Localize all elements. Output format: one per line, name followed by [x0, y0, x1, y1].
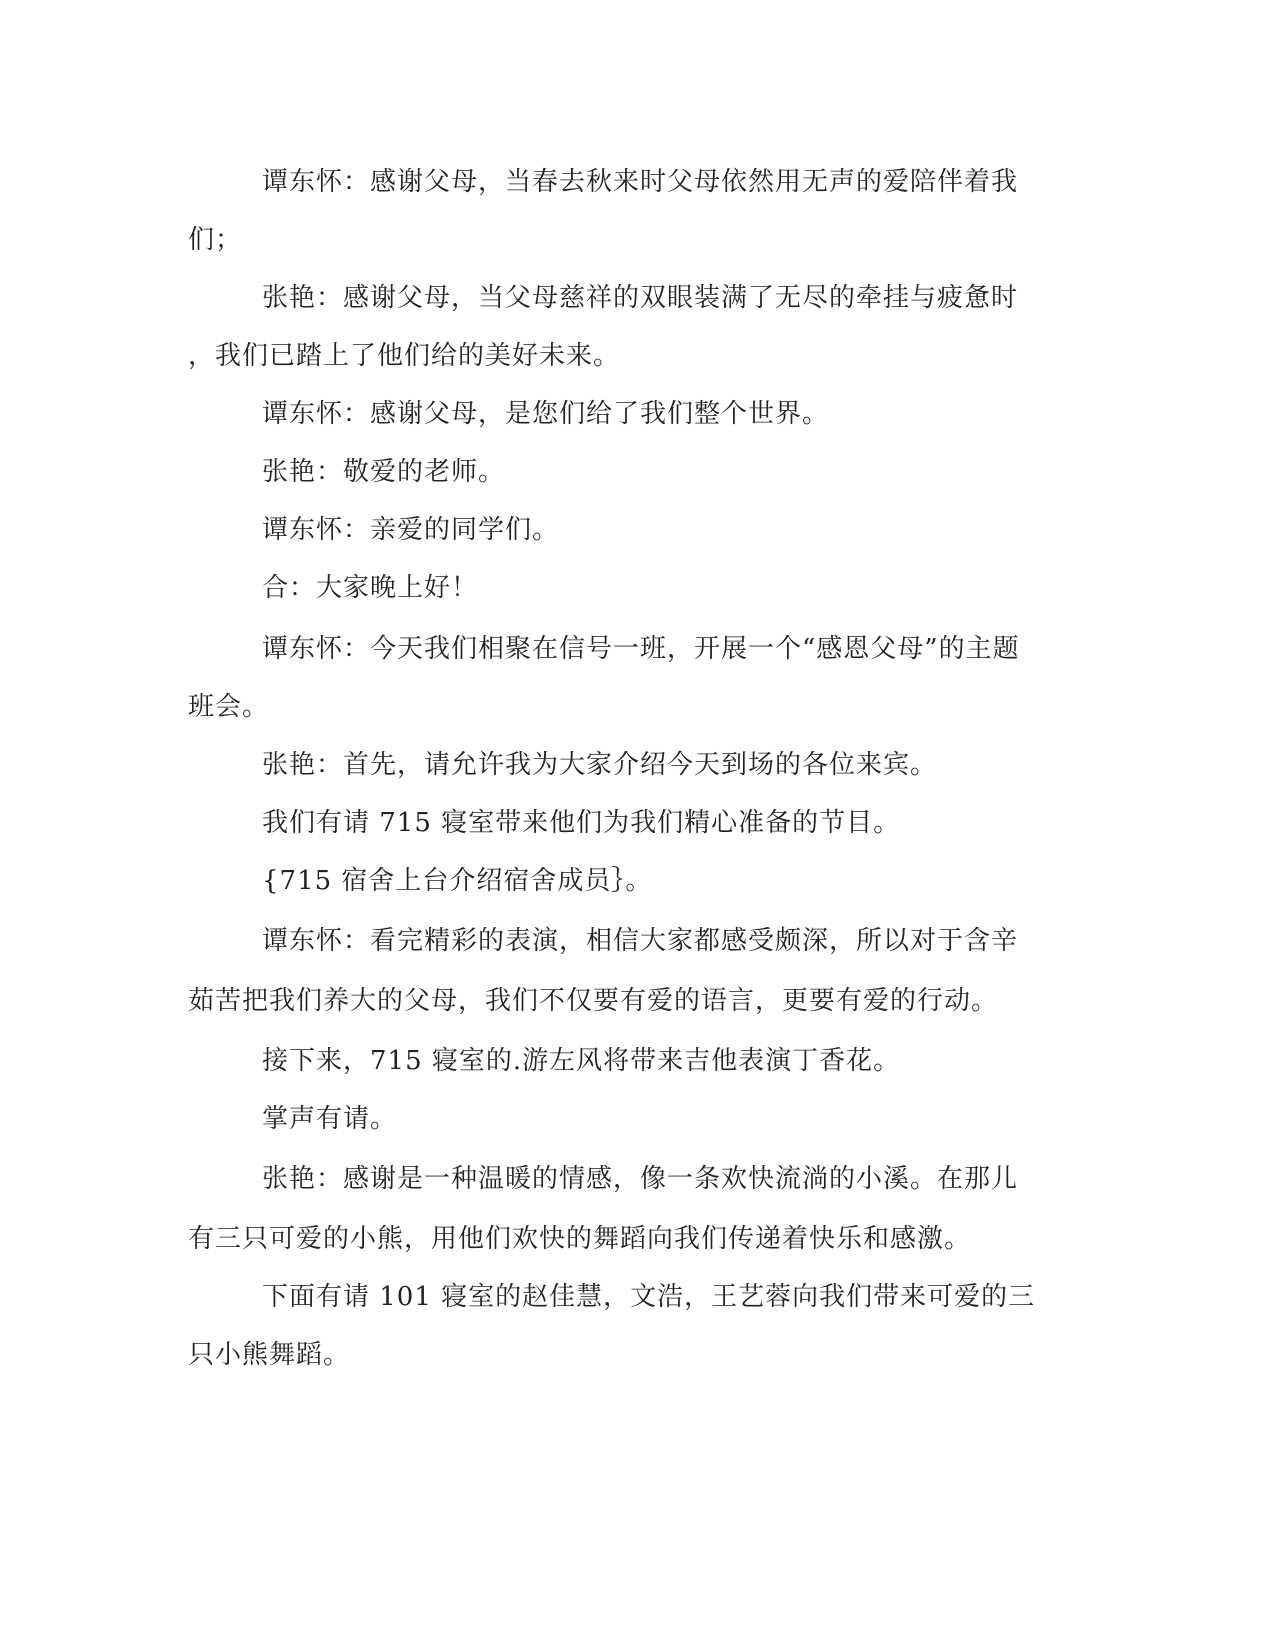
line-11: 张艳：首先，请允许我为大家介绍今天到场的各位来宾。	[262, 750, 938, 780]
line-15: 茹苦把我们养大的父母，我们不仅要有爱的语言，更要有爱的行动。	[188, 986, 999, 1016]
line-19: 有三只可爱的小熊，用他们欢快的舞蹈向我们传递着快乐和感激。	[188, 1224, 972, 1254]
line-8: 合：大家晚上好！	[262, 573, 479, 603]
line-18: 张艳：感谢是一种温暖的情感，像一条欢快流淌的小溪。在那儿	[262, 1164, 1019, 1194]
line-5: 谭东怀：感谢父母，是您们给了我们整个世界。	[262, 399, 830, 429]
line-6: 张艳：敬爱的老师。	[262, 457, 506, 487]
line-21: 只小熊舞蹈。	[188, 1340, 351, 1370]
line-7: 谭东怀：亲爱的同学们。	[262, 515, 560, 545]
line-13: {715 宿舍上台介绍宿舍成员｝。	[262, 866, 653, 896]
line-1: 谭东怀：感谢父母，当春去秋来时父母依然用无声的爱陪伴着我	[262, 167, 1019, 197]
line-12: 我们有请 715 寝室带来他们为我们精心准备的节目。	[262, 808, 901, 838]
line-17: 掌声有请。	[262, 1104, 398, 1134]
line-3: 张艳：感谢父母，当父母慈祥的双眼装满了无尽的牵挂与疲惫时	[262, 283, 1019, 313]
line-2: 们；	[188, 225, 243, 255]
line-14: 谭东怀：看完精彩的表演，相信大家都感受颇深，所以对于含辛	[262, 926, 1019, 956]
line-16: 接下来，715 寝室的.游左风将带来吉他表演丁香花。	[262, 1046, 901, 1076]
line-9: 谭东怀：今天我们相聚在信号一班，开展一个“感恩父母”的主题	[262, 634, 1020, 664]
line-4: ，我们已踏上了他们给的美好未来。	[188, 341, 621, 371]
line-10: 班会。	[188, 692, 270, 722]
line-20: 下面有请 101 寝室的赵佳慧，文浩，王艺蓉向我们带来可爱的三	[262, 1282, 1036, 1312]
